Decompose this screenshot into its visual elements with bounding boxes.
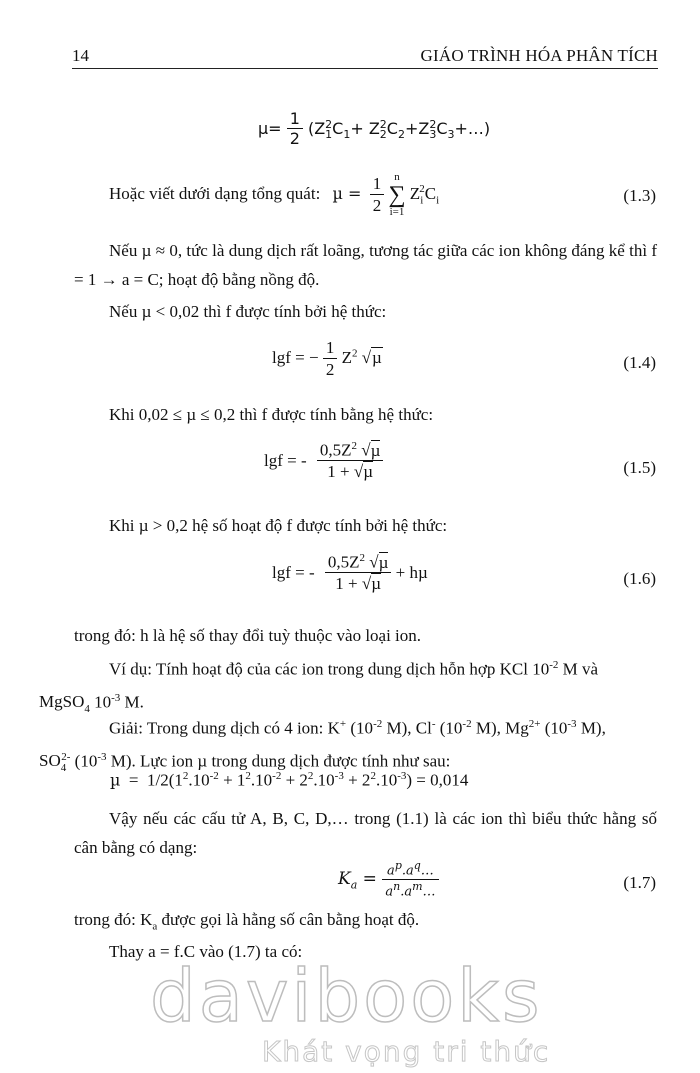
paragraph-mu-zero: Nếu µ ≈ 0, tức là dung dịch rất loãng, tương tác giữa các ion không đáng kể thì f = 1 → a = C; hoạt độ bằng nồng độ.	[74, 241, 657, 289]
equation-1-7: $K_a$ = $\frac{a^p.a^q\dots}{a^n.a^m\dots}$	[338, 860, 439, 901]
paragraph-h-definition: trong đó: h là hệ số thay đổi tuỳ thuộc vào loại ion.	[74, 626, 422, 645]
paragraph-equilibrium-constant: Vậy nếu các cấu tử A, B, C, D,… trong (1.1) là các ion thì biểu thức hằng số cân bằng có dạng:	[74, 809, 657, 857]
paragraph-mu-less: Nếu µ < 0,02 thì f được tính bởi hệ thức:	[109, 302, 387, 321]
equation-number: (1.7)	[623, 873, 656, 892]
paragraph-solution: Giải: Trong dung dịch có 4 ion: K+ ($10^{-2}$ M), Cl- ($10^{-2}$ M), $Mg^{2+}$ ($10^{-3}$ M), $SO_4^{2-}$ ($10^{-3}$ M). Lực ion µ trong dung dịch được tính như sau:	[39, 718, 606, 774]
equation-number: (1.5)	[623, 458, 656, 477]
equation-1-5: lgf = - $\frac{0,5Z^2 √\mu}{\text{1 + √µ}}$	[264, 440, 383, 482]
equation-number: (1.3)	[623, 186, 656, 205]
watermark-brand: davibooks	[150, 954, 543, 1038]
page-number: 14	[72, 46, 89, 65]
book-title: GIÁO TRÌNH HÓA PHÂN TÍCH	[420, 46, 658, 65]
equation-ionic-strength-calc: $\mu = 1/2(1^2.10^{-2} + 1^2.10^{-2} + 2^2.10^{-3} + 2^2.10^{-3}) = 0,014$	[110, 770, 469, 790]
paragraph-ka-definition: trong đó: $K_a$ được gọi là hằng số cân bằng hoạt độ.	[74, 910, 420, 933]
paragraph-substitute: Thay a = f.C vào (1.7) ta có:	[109, 942, 303, 961]
general-form-label: Hoặc viết dưới dạng tổng quát:	[109, 183, 321, 203]
paragraph-example: Ví dụ: Tính hoạt độ của các ion trong dung dịch hỗn hợp KCl $10^{-2}$ M và MgSO$_4$ $10^{-3}$ M.	[39, 659, 599, 715]
watermark-slogan: Khát vọng tri thức	[262, 1035, 551, 1068]
page-header	[72, 40, 658, 69]
general-form-line: Hoặc viết dưới dạng tổng quát: µ = $\frac{1}{2}$ n ∑ i=1 $Z_i^2C_i$	[109, 171, 440, 218]
paragraph-mu-between: Khi 0,02 ≤ µ ≤ 0,2 thì f được tính bằng hệ thức:	[109, 405, 434, 424]
equation-1-6: lgf = - $\frac{0,5Z^2 √\mu}{\text{1 + √µ}}$ + hµ	[272, 552, 428, 594]
equation-ionic-strength-expanded: µ= $\frac{1}{2}$ ($Z_1^2C_1+$ $Z_2^2C_2+Z_3^2C_3+\dots$)	[258, 109, 491, 149]
equation-number: (1.6)	[623, 569, 656, 588]
equation-number: (1.4)	[623, 353, 656, 372]
paragraph-mu-greater: Khi µ > 0,2 hệ số hoạt độ f được tính bởi hệ thức:	[109, 516, 448, 535]
equation-1-4: lgf = − $\frac{1}{2}$ $Z^2$ √µ	[272, 338, 382, 379]
